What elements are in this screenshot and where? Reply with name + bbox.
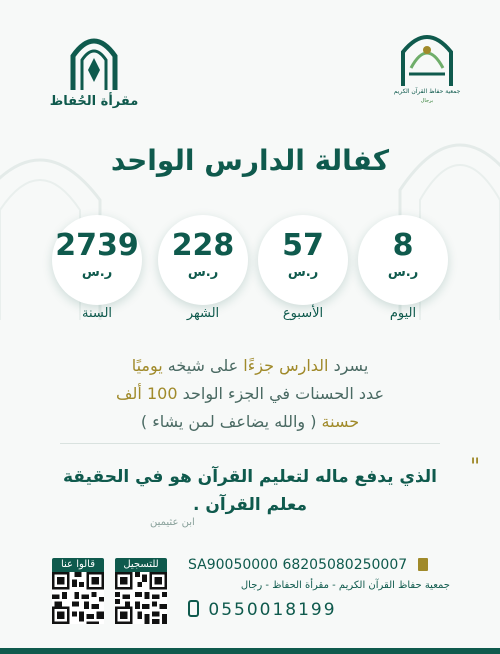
quote-attribution: ابن عثيمين — [150, 517, 195, 528]
description-line: حسنة ( والله يضاعف لمن يشاء ) — [140, 412, 360, 431]
sponsorship-month-label: الشهر — [186, 306, 220, 321]
quote-line: معلم القرآن . — [192, 495, 308, 515]
sponsorship-year-label: السنة — [81, 306, 113, 321]
bank-icon — [418, 558, 428, 571]
association-logo — [392, 28, 462, 108]
sponsorship-week-label: الأسبوع — [282, 306, 324, 321]
maqraa-logo-text: مقرأة الحُفاظ — [49, 94, 139, 109]
divider — [60, 443, 440, 444]
phone-number: 0550018199 — [188, 600, 358, 620]
quote-line: الذي يدفع ماله لتعليم القرآن هو في الحقيقة — [62, 467, 438, 487]
amount: 8 — [392, 228, 414, 263]
iban-part-1: SA90050000 — [188, 557, 278, 573]
account-name: جمعية حفاظ القرآن الكريم - مقرأة الحفاظ - رجال — [240, 580, 450, 591]
description-line: عدد الحسنات في الجزء الواحد 100 ألف — [115, 384, 384, 403]
sponsorship-day-label: اليوم — [389, 306, 417, 321]
sponsorship-month-circle — [158, 215, 248, 305]
bank-account — [188, 557, 448, 573]
page-title: كفالة الدارس الواحد — [110, 144, 390, 177]
footer-bar — [0, 648, 500, 654]
quote-mark-icon: " — [470, 455, 481, 480]
currency: ر.س — [387, 265, 419, 280]
amount: 228 — [171, 228, 235, 263]
qr-register-label: للتسجيل — [115, 558, 167, 572]
sponsorship-year-circle — [52, 215, 142, 305]
maqraa-logo — [48, 30, 140, 110]
amount: 2739 — [55, 228, 139, 263]
currency: ر.س — [81, 265, 113, 280]
currency: ر.س — [187, 265, 219, 280]
currency: ر.س — [287, 265, 319, 280]
association-logo-icon — [397, 28, 457, 86]
description-line: يسرد الدارس جزءًا على شيخه يوميًا — [131, 356, 369, 375]
iban-part-2: 68205080250007 — [282, 557, 408, 573]
association-branch: برجال — [420, 98, 434, 104]
amount: 57 — [282, 228, 324, 263]
phone-icon — [188, 600, 199, 617]
qr-code-icon[interactable] — [115, 572, 167, 624]
quote — [40, 463, 460, 519]
sponsorship-day-circle — [358, 215, 448, 305]
qr-register[interactable] — [115, 558, 167, 628]
qr-feedback-label: قالوا عنا — [52, 558, 104, 572]
arch-logo-icon — [69, 30, 119, 90]
qr-code-icon[interactable] — [52, 572, 104, 624]
sponsorship-week-circle — [258, 215, 348, 305]
description — [40, 352, 460, 436]
qr-feedback[interactable] — [52, 558, 104, 628]
association-name: جمعية حفاظ القرآن الكريم — [393, 88, 461, 95]
